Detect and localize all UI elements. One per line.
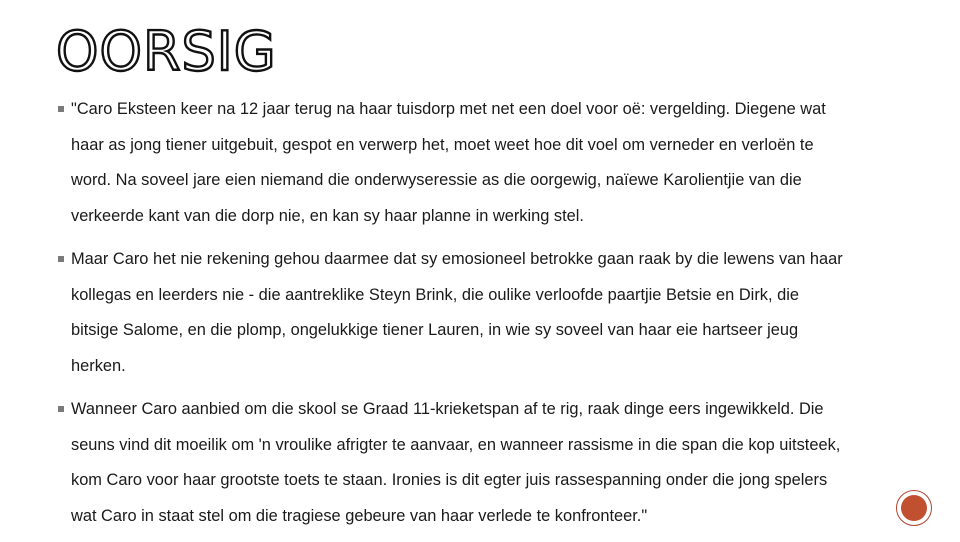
page-number-fill <box>901 495 927 521</box>
bullet-text: "Caro Eksteen keer na 12 jaar terug na haar tuisdorp met net een doel voor oë: vergelding. Diegene wat haar as jong tiener uitgebuit, gespot en verwerp het, moet weet hoe dit voel om verneder en verloën te word. Na soveel jare eien niemand die onderwyseressie as die oorgewig, naïewe Karolientjie van die verkeerde kant van die dorp nie, en kan sy haar planne in werking stel. <box>71 100 826 225</box>
square-bullet-icon <box>58 256 64 262</box>
bullet-text: Wanneer Caro aanbied om die skool se Graad 11-krieketspan af te rig, raak dinge eers ingewikkeld. Die seuns vind dit moeilik om 'n vroulike afrigter te aanvaar, en wanneer rassisme in die span die kop uitsteek, kom Caro voor haar grootste toets te staan. Ironies is dit egter juis rassespanning onder die jong spelers wat Caro in staat stel om die tragiese gebeure van haar verlede te konfronteer." <box>71 400 841 525</box>
bullet-text: Maar Caro het nie rekening gehou daarmee dat sy emosioneel betrokke gaan raak by die lewens van haar kollegas en leerders nie - die aantreklike Steyn Brink, die oulike verloofde paartjie Betsie en Dirk, die bitsige Salome, en die plomp, ongelukkige tiener Lauren, in wie sy soveel van haar eie hartseer jeug herken. <box>71 250 843 375</box>
bullet-item <box>58 392 938 534</box>
slide-title: OORSIG <box>56 20 277 83</box>
square-bullet-icon <box>58 106 64 112</box>
bullet-item <box>58 242 938 384</box>
bullet-item <box>58 92 938 234</box>
square-bullet-icon <box>58 406 64 412</box>
page-number-circle-icon <box>896 490 932 526</box>
bullet-list <box>58 92 938 542</box>
